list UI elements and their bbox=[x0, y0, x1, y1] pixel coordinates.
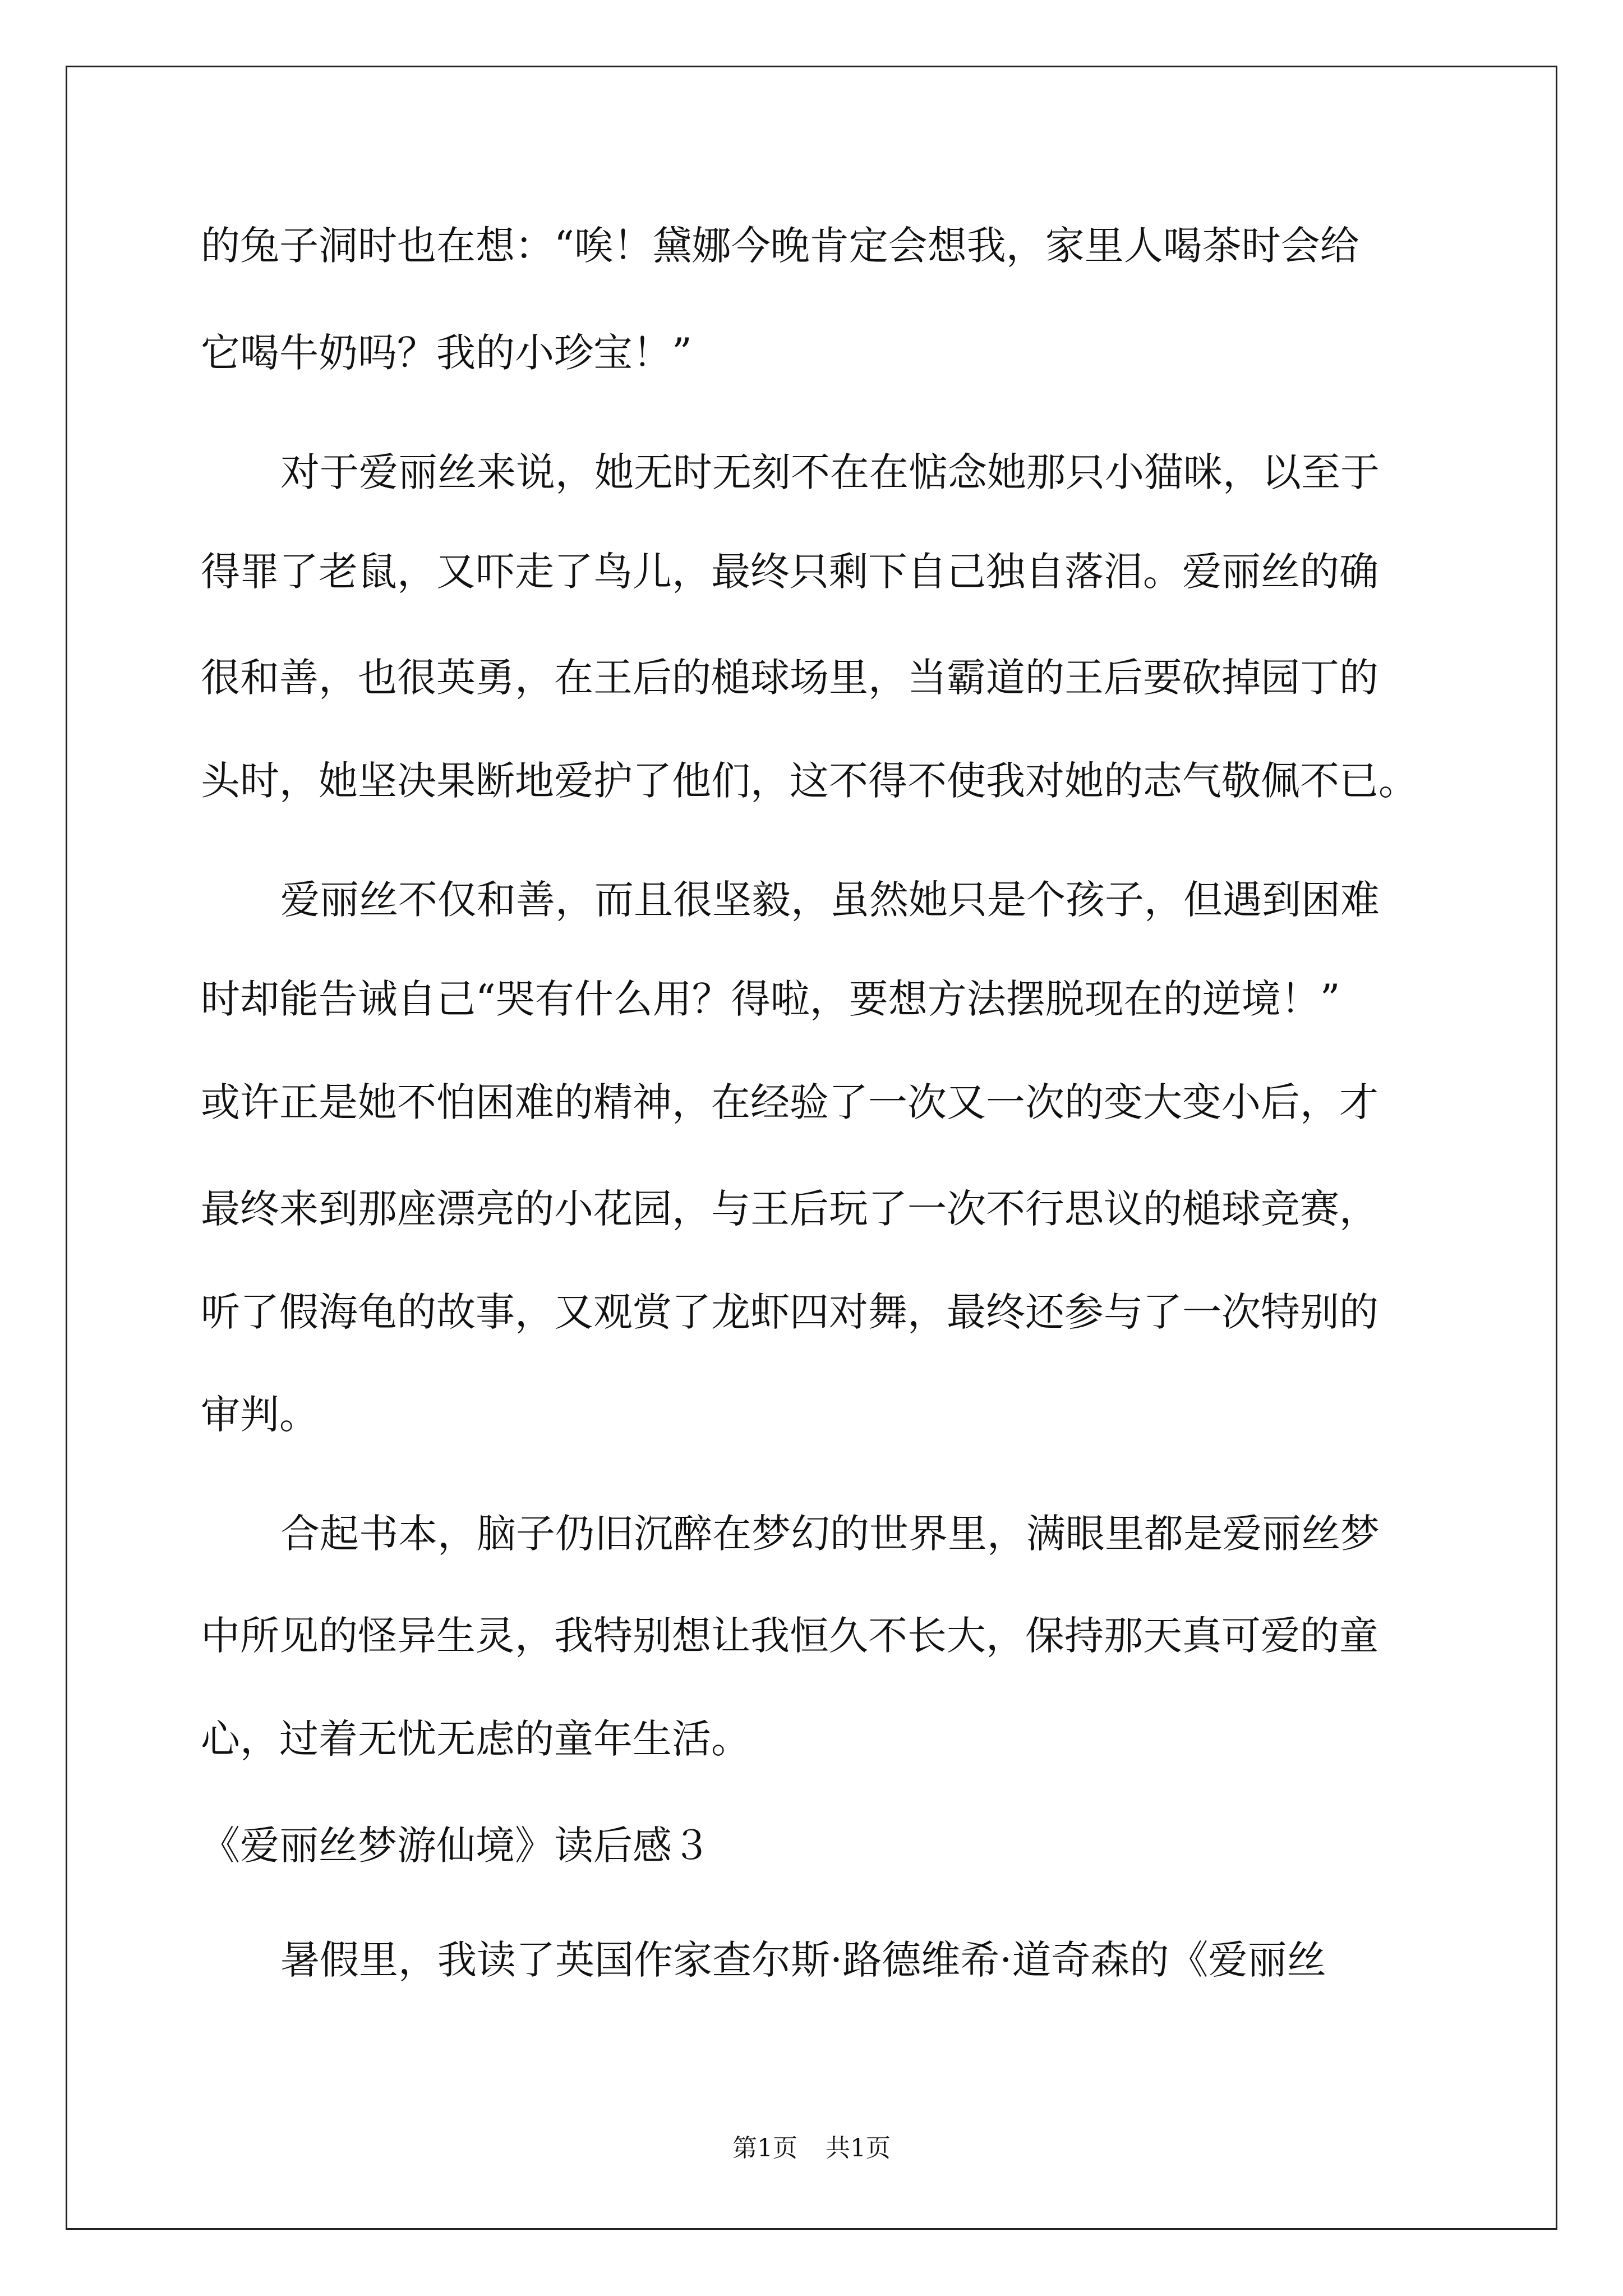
paragraph-start-line: 暑假里，我读了英国作家查尔斯·路德维希·道奇森的《爱丽丝 bbox=[280, 1937, 1326, 1983]
page-border bbox=[66, 66, 1557, 2230]
text-line: 得罪了老鼠，又吓走了鸟儿，最终只剩下自己独自落泪。爱丽丝的确 bbox=[201, 549, 1378, 595]
text-line: 心，过着无忧无虑的童年生活。 bbox=[201, 1716, 750, 1762]
page-number-total: 共1页 bbox=[826, 2134, 891, 2162]
text-line: 时却能告诫自己“哭有什么用？得啦，要想方法摆脱现在的逆境！” bbox=[201, 976, 1340, 1022]
page-footer bbox=[0, 2132, 1623, 2165]
text-line: 很和善，也很英勇，在王后的槌球场里，当霸道的王后要砍掉园丁的 bbox=[201, 655, 1378, 701]
text-line: 听了假海龟的故事，又观赏了龙虾四对舞，最终还参与了一次特别的 bbox=[201, 1289, 1378, 1335]
text-line: 或许正是她不怕困难的精神，在经验了一次又一次的变大变小后，才 bbox=[201, 1079, 1378, 1125]
page-number-current: 第1页 bbox=[732, 2134, 797, 2162]
paragraph-start-line: 爱丽丝不仅和善，而且很坚毅，虽然她只是个孩子，但遇到困难 bbox=[280, 877, 1380, 923]
paragraph-start-line: 对于爱丽丝来说，她无时无刻不在在惦念她那只小猫咪，以至于 bbox=[280, 449, 1380, 495]
text-line: 的兔子洞时也在想：“唉！黛娜今晚肯定会想我，家里人喝茶时会给 bbox=[201, 223, 1359, 269]
text-line: 头时，她坚决果断地爱护了他们，这不得不使我对她的志气敬佩不已。 bbox=[201, 758, 1418, 804]
text-line: 审判。 bbox=[201, 1392, 319, 1438]
text-line: 最终来到那座漂亮的小花园，与王后玩了一次不行思议的槌球竞赛， bbox=[201, 1186, 1378, 1232]
paragraph-start-line: 合起书本，脑子仍旧沉醉在梦幻的世界里，满眼里都是爱丽丝梦 bbox=[280, 1511, 1380, 1557]
text-line: 它喝牛奶吗？我的小珍宝！” bbox=[201, 330, 692, 376]
text-line: 中所见的怪异生灵，我特别想让我恒久不长大，保持那天真可爱的童 bbox=[201, 1613, 1378, 1659]
section-heading: 《爱丽丝梦游仙境》读后感３ bbox=[201, 1823, 711, 1869]
